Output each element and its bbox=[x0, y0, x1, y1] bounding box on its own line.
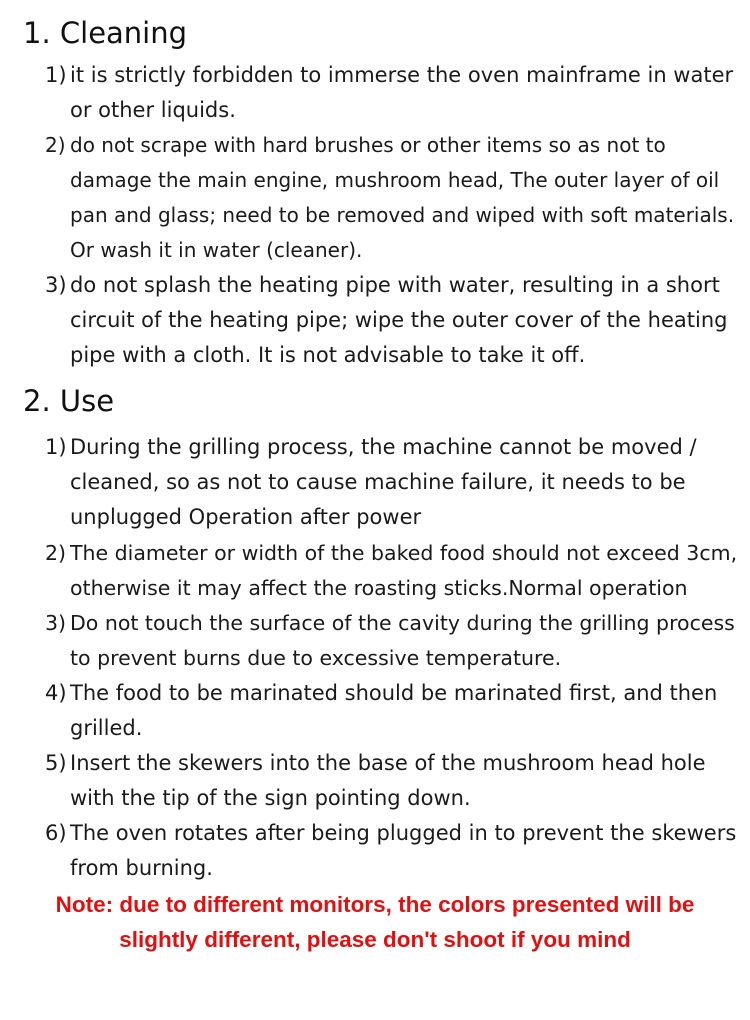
item-number: 5) bbox=[45, 751, 67, 775]
item-text-line: Do not touch the surface of the cavity during the grilling process bbox=[70, 611, 735, 635]
item-text-line: from burning. bbox=[70, 856, 213, 880]
item-text-line: do not splash the heating pipe with water, resulting in a short bbox=[70, 273, 720, 297]
use-item-2 bbox=[45, 536, 750, 606]
item-text-line: pan and glass; need to be removed and wiped with soft materials. bbox=[70, 203, 735, 227]
item-text-line: During the grilling process, the machine cannot be moved / bbox=[70, 435, 697, 459]
item-text-line: unplugged Operation after power bbox=[70, 505, 422, 529]
use-item-5 bbox=[45, 746, 750, 816]
item-text-line: do not scrape with hard brushes or other items so as not to bbox=[70, 133, 666, 157]
item-number: 3) bbox=[45, 611, 67, 635]
item-text-line: Insert the skewers into the base of the mushroom head hole bbox=[70, 751, 706, 775]
item-number: 3) bbox=[45, 273, 67, 297]
item-text-line: pipe with a cloth. It is not advisable to take it off. bbox=[70, 343, 586, 367]
item-text-line: damage the main engine, mushroom head, The outer layer of oil bbox=[70, 168, 720, 192]
cleaning-item-3 bbox=[45, 268, 750, 373]
item-text-line: cleaned, so as not to cause machine failure, it needs to be bbox=[70, 470, 686, 494]
note-line: slightly different, please don't shoot if you mind bbox=[119, 927, 631, 952]
use-item-1 bbox=[45, 430, 750, 535]
item-number: 1) bbox=[45, 435, 67, 459]
item-text-line: The diameter or width of the baked food should not exceed 3cm, bbox=[70, 541, 738, 565]
item-text-line: with the tip of the sign pointing down. bbox=[70, 786, 471, 810]
item-number: 6) bbox=[45, 821, 67, 845]
item-number: 4) bbox=[45, 681, 67, 705]
color-disclaimer-note bbox=[0, 887, 750, 957]
use-item-4 bbox=[45, 676, 750, 746]
item-text-line: Or wash it in water (cleaner). bbox=[70, 238, 363, 262]
section-title-cleaning: 1. Cleaning bbox=[23, 16, 188, 50]
item-text-line: otherwise it may affect the roasting sticks.Normal operation bbox=[70, 576, 688, 600]
use-item-3 bbox=[45, 606, 750, 676]
item-number: 2) bbox=[45, 541, 67, 565]
item-text-line: The food to be marinated should be marinated first, and then bbox=[70, 681, 718, 705]
item-text-line: grilled. bbox=[70, 716, 143, 740]
section-title-use: 2. Use bbox=[23, 384, 115, 418]
use-item-6 bbox=[45, 816, 750, 886]
item-text-line: circuit of the heating pipe; wipe the outer cover of the heating bbox=[70, 308, 728, 332]
item-text-line: to prevent burns due to excessive temperature. bbox=[70, 646, 562, 670]
item-text-line: it is strictly forbidden to immerse the oven mainframe in water bbox=[70, 63, 734, 87]
cleaning-item-2 bbox=[45, 128, 750, 268]
item-text-line: or other liquids. bbox=[70, 98, 236, 122]
item-number: 2) bbox=[45, 133, 66, 157]
note-line: Note: due to different monitors, the colors presented will be bbox=[55, 892, 695, 917]
cleaning-item-1 bbox=[45, 58, 750, 128]
item-text-line: The oven rotates after being plugged in to prevent the skewers bbox=[70, 821, 737, 845]
item-number: 1) bbox=[45, 63, 67, 87]
